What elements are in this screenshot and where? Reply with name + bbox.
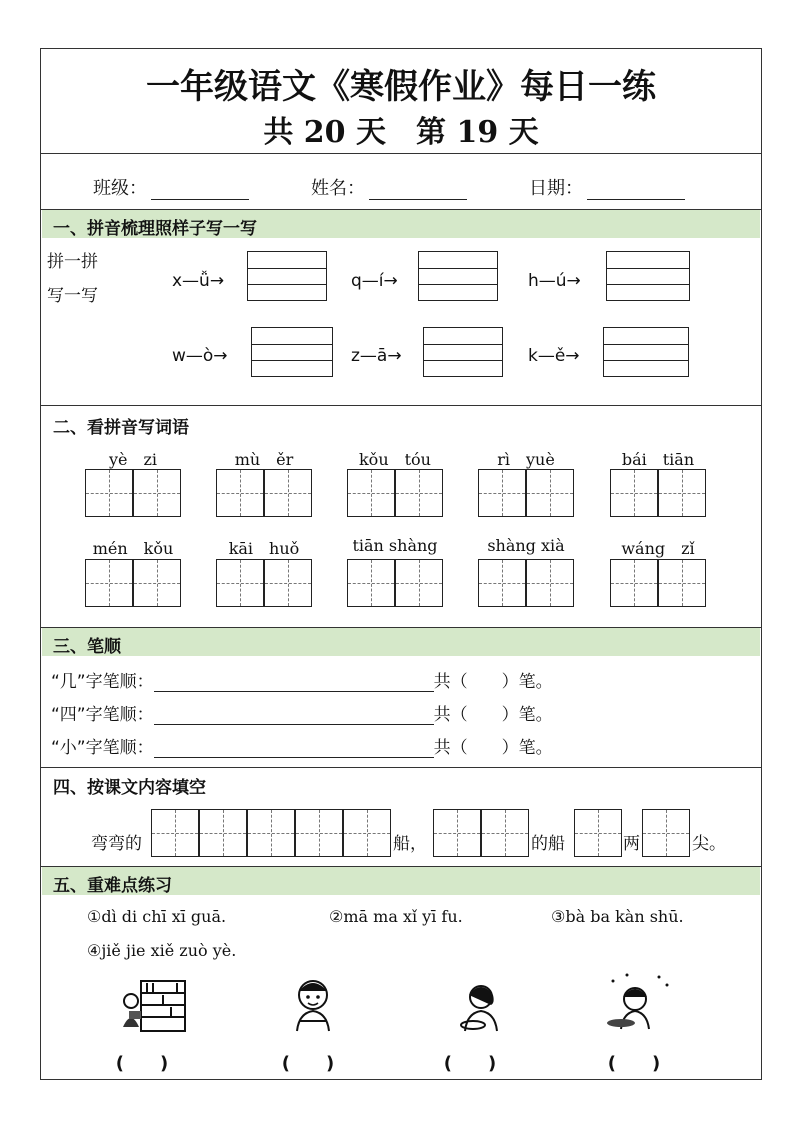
char-box[interactable] [133,559,181,607]
four-line-box[interactable] [247,251,327,301]
divider [41,405,761,406]
char-box[interactable] [85,469,133,517]
pinyin-item: q—í→ [351,271,398,291]
pinyin-item: z—ā→ [351,346,402,366]
section-5-heading: 五、重难点练习 [53,876,172,896]
section-4-heading: 四、按课文内容填空 [53,778,206,798]
pinyin-item: k—ě→ [528,346,580,366]
char-box[interactable] [478,559,526,607]
stroke-blank[interactable] [154,739,434,758]
section-3-heading: 三、笔顺 [53,637,121,657]
char-box[interactable] [347,469,395,517]
four-line-box[interactable] [603,327,689,377]
sister-homework-picture [601,971,673,1035]
four-line-box[interactable] [423,327,503,377]
char-box[interactable] [343,809,391,857]
stroke-row [51,700,553,725]
stroke-row [51,733,553,758]
char-box[interactable] [347,559,395,607]
stroke-char-label: “几”字笔顺： [51,672,154,692]
char-box[interactable] [247,809,295,857]
exercise-item: ①dì di chī xī guā. [87,907,227,926]
side-label-1: 拼一拼 [47,252,98,272]
char-box[interactable] [433,809,481,857]
char-box[interactable] [395,469,443,517]
name-field[interactable] [311,174,467,200]
answer-parens[interactable]: ( ) [281,1053,335,1074]
char-box[interactable] [216,469,264,517]
exercise-item: ②mā ma xǐ yī fu. [329,907,463,926]
stroke-count-label: 共（ ）笔。 [433,705,553,725]
class-blank[interactable] [151,181,249,200]
char-box[interactable] [264,559,312,607]
boy-eating-picture [289,975,339,1037]
fill-text: 两 [623,834,640,854]
char-box[interactable] [85,559,133,607]
fill-text: 尖。 [692,834,726,854]
four-line-box[interactable] [606,251,690,301]
char-box[interactable] [151,809,199,857]
stroke-char-label: “四”字笔顺： [51,705,154,725]
char-box[interactable] [658,469,706,517]
stroke-blank[interactable] [154,706,434,725]
char-box[interactable] [574,809,622,857]
pinyin-item: w—ò→ [172,346,228,366]
name-blank[interactable] [369,181,467,200]
word-pinyin: bái tiān [621,450,695,469]
char-box[interactable] [642,809,690,857]
section-5-header [42,867,760,895]
section-3-header [42,628,760,656]
stroke-char-label: “小”字笔顺： [51,738,154,758]
word-pinyin: kǒu tóu [358,450,431,469]
word-pinyin: tiān shàng [352,536,438,555]
four-line-box[interactable] [251,327,333,377]
stroke-row [51,667,553,692]
answer-parens[interactable]: ( ) [607,1053,661,1074]
char-box[interactable] [133,469,181,517]
boy-reading-picture [119,977,189,1035]
stroke-count-label: 共（ ）笔。 [433,738,553,758]
word-pinyin: mù ěr [234,450,294,469]
stroke-count-label: 共（ ）笔。 [433,672,553,692]
page-subtitle: 共 20 天 第 19 天 [263,115,539,150]
pinyin-item: h—ú→ [528,271,581,291]
exercise-item: ③bà ba kàn shū. [551,907,684,926]
char-box[interactable] [264,469,312,517]
section-2-heading: 二、看拼音写词语 [53,418,189,438]
answer-parens[interactable]: ( ) [443,1053,497,1074]
section-1-heading: 一、拼音梳理照样子写一写 [53,219,257,239]
char-box[interactable] [199,809,247,857]
page-title: 一年级语文《寒假作业》每日一练 [146,67,656,107]
divider [41,153,761,154]
mom-washing-picture [451,975,507,1037]
char-box[interactable] [395,559,443,607]
fill-text: 的船 [531,834,565,854]
side-label-2: 写一写 [47,286,98,306]
char-box[interactable] [216,559,264,607]
word-pinyin: shàng xià [487,536,565,555]
four-line-box[interactable] [418,251,498,301]
answer-parens[interactable]: ( ) [115,1053,169,1074]
exercise-item: ④jiě jie xiě zuò yè. [87,941,237,960]
word-pinyin: kāi huǒ [228,539,300,558]
fill-text: 船， [393,834,427,854]
name-label: 姓名： [311,178,365,199]
date-blank[interactable] [587,181,685,200]
section-1-header [42,210,760,238]
char-box[interactable] [478,469,526,517]
char-box[interactable] [295,809,343,857]
worksheet [40,48,762,1080]
pinyin-item: x—ǚ→ [172,271,225,291]
word-pinyin: rì yuè [497,450,555,469]
char-box[interactable] [481,809,529,857]
fill-text: 弯弯的 [91,834,142,854]
char-box[interactable] [658,559,706,607]
class-field[interactable] [93,174,249,200]
date-field[interactable] [529,174,685,200]
char-box[interactable] [610,559,658,607]
class-label: 班级： [93,178,147,199]
date-label: 日期： [529,178,583,199]
divider [41,767,761,768]
stroke-blank[interactable] [154,673,434,692]
word-pinyin: mén kǒu [92,539,174,558]
word-pinyin: yè zi [108,450,158,469]
word-pinyin: wáng zǐ [621,539,695,558]
char-box[interactable] [526,469,574,517]
char-box[interactable] [610,469,658,517]
char-box[interactable] [526,559,574,607]
